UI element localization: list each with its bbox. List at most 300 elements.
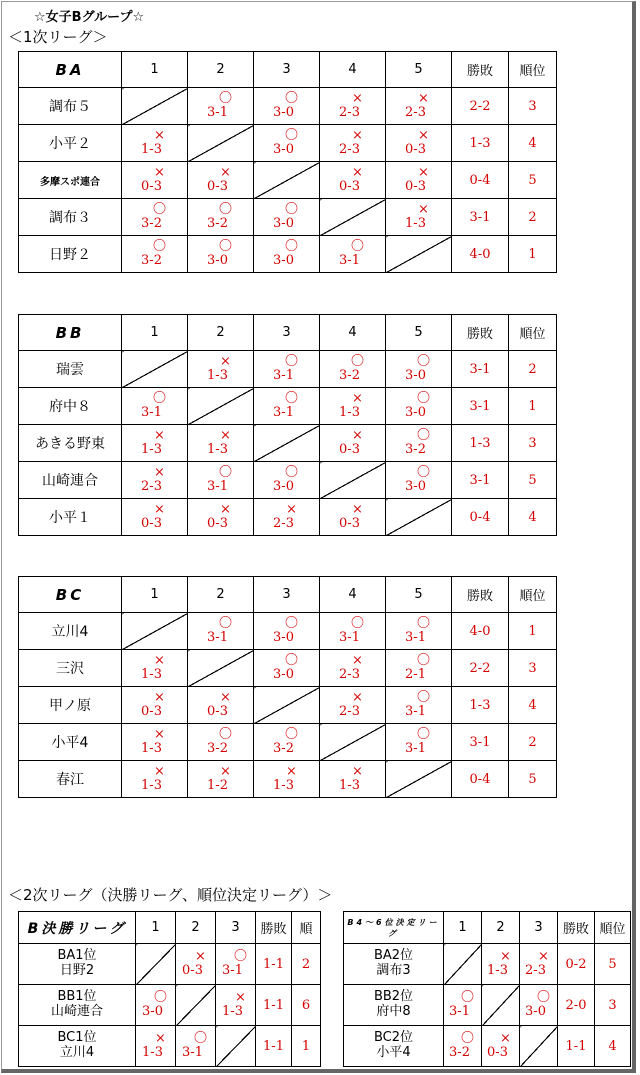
loss-mark: × bbox=[352, 428, 363, 444]
match-score: 0-3 bbox=[487, 1045, 508, 1060]
group-name: BB bbox=[19, 315, 122, 351]
match-result bbox=[386, 92, 451, 119]
team-name: 府中8 bbox=[376, 1004, 411, 1019]
match-result bbox=[320, 355, 385, 382]
team-cell bbox=[19, 944, 136, 985]
opponent-col-header: 3 bbox=[216, 912, 256, 944]
match-result-cell bbox=[188, 236, 254, 273]
match-result bbox=[320, 429, 385, 456]
opponent-col-header: 1 bbox=[122, 577, 188, 613]
loss-mark: × bbox=[418, 165, 429, 181]
win-mark: 〇 bbox=[460, 1031, 474, 1047]
match-result-cell bbox=[254, 351, 320, 388]
group-name: BC bbox=[19, 577, 122, 613]
team-cell bbox=[344, 985, 444, 1026]
match-score: 0-3 bbox=[339, 179, 360, 194]
match-result bbox=[386, 466, 451, 493]
loss-mark: × bbox=[195, 949, 206, 965]
team-seed: BC1位 bbox=[57, 1030, 97, 1046]
team-name: 日野2 bbox=[59, 963, 95, 978]
team-rank: 2 bbox=[509, 724, 557, 761]
win-loss-record: 1-1 bbox=[256, 1026, 292, 1067]
team-row bbox=[19, 985, 321, 1026]
match-result bbox=[320, 654, 385, 681]
team-rank: 1 bbox=[292, 1026, 321, 1067]
match-result bbox=[386, 203, 451, 230]
team-rank: 2 bbox=[509, 351, 557, 388]
win-mark: 〇 bbox=[152, 202, 166, 218]
self-match-cell bbox=[386, 761, 452, 798]
match-result-cell bbox=[482, 944, 520, 985]
win-loss-record: 2-2 bbox=[452, 88, 509, 125]
match-score: 3-0 bbox=[207, 253, 228, 268]
match-score: 3-0 bbox=[405, 405, 426, 420]
match-result bbox=[444, 1032, 481, 1059]
match-score: 3-2 bbox=[207, 741, 228, 756]
match-score: 2-3 bbox=[339, 142, 360, 157]
match-score: 3-1 bbox=[182, 1045, 203, 1060]
match-result-cell bbox=[122, 236, 188, 273]
match-score: 3-1 bbox=[449, 1004, 470, 1019]
team-name: 小平１ bbox=[19, 499, 122, 536]
match-result-cell bbox=[254, 613, 320, 650]
match-result bbox=[188, 240, 253, 267]
match-result bbox=[254, 617, 319, 644]
second-league-heading: ＜2次リーグ（決勝リーグ、順位決定リーグ）＞ bbox=[8, 886, 333, 904]
win-mark: 〇 bbox=[152, 239, 166, 255]
placement-league-table bbox=[343, 911, 631, 1067]
win-loss-record: 3-1 bbox=[452, 462, 509, 499]
team-row bbox=[19, 944, 321, 985]
match-result bbox=[254, 129, 319, 156]
loss-mark: × bbox=[154, 428, 165, 444]
self-match-cell bbox=[444, 944, 482, 985]
match-score: 1-3 bbox=[141, 778, 162, 793]
self-match-cell bbox=[254, 687, 320, 724]
match-score: 3-1 bbox=[339, 253, 360, 268]
team-cell bbox=[344, 1026, 444, 1067]
match-score: 1-2 bbox=[207, 778, 228, 793]
team-row bbox=[19, 761, 557, 798]
match-result-cell bbox=[122, 162, 188, 199]
match-result-cell bbox=[122, 724, 188, 761]
match-result bbox=[320, 129, 385, 156]
win-mark: 〇 bbox=[350, 616, 364, 632]
match-result-cell bbox=[320, 425, 386, 462]
loss-mark: × bbox=[154, 165, 165, 181]
team-row bbox=[19, 499, 557, 536]
match-score: 3-1 bbox=[273, 405, 294, 420]
win-loss-record: 1-3 bbox=[452, 125, 509, 162]
self-match-cell bbox=[520, 1026, 558, 1067]
win-loss-record: 1-1 bbox=[558, 1026, 595, 1067]
team-rank: 5 bbox=[509, 462, 557, 499]
match-result-cell bbox=[122, 499, 188, 536]
win-mark: 〇 bbox=[218, 239, 232, 255]
team-seed: BA2位 bbox=[373, 948, 414, 964]
match-score: 0-3 bbox=[182, 963, 203, 978]
match-score: 3-0 bbox=[273, 142, 294, 157]
self-match-cell bbox=[122, 351, 188, 388]
match-score: 3-1 bbox=[207, 105, 228, 120]
win-mark: 〇 bbox=[218, 727, 232, 743]
match-result bbox=[386, 355, 451, 382]
win-mark: 〇 bbox=[284, 616, 298, 632]
win-mark: 〇 bbox=[416, 690, 430, 706]
loss-mark: × bbox=[155, 1031, 166, 1047]
match-result bbox=[386, 728, 451, 755]
loss-mark: × bbox=[352, 128, 363, 144]
match-score: 3-0 bbox=[405, 368, 426, 383]
match-result-cell bbox=[122, 425, 188, 462]
match-result-cell bbox=[254, 650, 320, 687]
loss-mark: × bbox=[154, 502, 165, 518]
team-cell bbox=[19, 985, 136, 1026]
match-result bbox=[188, 691, 253, 718]
win-mark: 〇 bbox=[284, 391, 298, 407]
match-result bbox=[386, 129, 451, 156]
match-result-cell bbox=[188, 199, 254, 236]
win-mark: 〇 bbox=[233, 949, 247, 965]
match-score: 3-0 bbox=[273, 105, 294, 120]
match-score: 0-3 bbox=[141, 704, 162, 719]
match-score: 0-3 bbox=[405, 142, 426, 157]
match-score: 2-3 bbox=[339, 704, 360, 719]
self-match-cell bbox=[254, 162, 320, 199]
team-name: 小平4 bbox=[376, 1045, 411, 1060]
rank-header: 順位 bbox=[509, 52, 557, 88]
team-row bbox=[19, 199, 557, 236]
team-name: 立川4 bbox=[59, 1045, 95, 1060]
self-match-cell bbox=[136, 944, 176, 985]
group-name: B4～6位決定リーグ bbox=[344, 912, 444, 944]
self-match-cell bbox=[122, 88, 188, 125]
header-row bbox=[19, 912, 321, 944]
match-result bbox=[122, 765, 187, 792]
record-header: 勝敗 bbox=[256, 912, 292, 944]
win-mark: 〇 bbox=[284, 202, 298, 218]
team-rank: 4 bbox=[509, 499, 557, 536]
team-name: あきる野東 bbox=[19, 425, 122, 462]
match-result-cell bbox=[320, 125, 386, 162]
match-result-cell bbox=[386, 687, 452, 724]
match-result-cell bbox=[386, 425, 452, 462]
match-score: 0-3 bbox=[405, 179, 426, 194]
loss-mark: × bbox=[220, 428, 231, 444]
match-result-cell bbox=[188, 162, 254, 199]
match-result bbox=[176, 950, 215, 977]
loss-mark: × bbox=[352, 764, 363, 780]
team-rank: 6 bbox=[292, 985, 321, 1026]
win-loss-record: 0-4 bbox=[452, 499, 509, 536]
match-score: 3-1 bbox=[339, 630, 360, 645]
loss-mark: × bbox=[538, 949, 549, 965]
team-seed: BB1位 bbox=[57, 989, 97, 1005]
match-score: 3-2 bbox=[405, 442, 426, 457]
match-score: 3-1 bbox=[273, 368, 294, 383]
team-rank: 4 bbox=[595, 1026, 631, 1067]
win-mark: 〇 bbox=[284, 653, 298, 669]
final-league-table bbox=[18, 911, 321, 1067]
team-name: 調布3 bbox=[376, 963, 411, 978]
win-mark: 〇 bbox=[284, 239, 298, 255]
match-result-cell bbox=[188, 425, 254, 462]
group-name: B決勝リーグ bbox=[19, 912, 136, 944]
match-score: 0-3 bbox=[207, 516, 228, 531]
match-result-cell bbox=[216, 985, 256, 1026]
win-loss-record: 4-0 bbox=[452, 236, 509, 273]
team-rank: 5 bbox=[509, 761, 557, 798]
match-score: 3-0 bbox=[273, 630, 294, 645]
team-name: 甲ノ原 bbox=[19, 687, 122, 724]
match-score: 3-1 bbox=[405, 741, 426, 756]
match-score: 3-0 bbox=[525, 1004, 546, 1019]
match-score: 3-1 bbox=[222, 963, 243, 978]
match-score: 3-2 bbox=[339, 368, 360, 383]
win-mark: 〇 bbox=[416, 727, 430, 743]
match-result bbox=[254, 466, 319, 493]
match-result-cell bbox=[482, 1026, 520, 1067]
match-result bbox=[386, 166, 451, 193]
match-score: 1-3 bbox=[487, 963, 508, 978]
loss-mark: × bbox=[154, 465, 165, 481]
win-mark: 〇 bbox=[416, 616, 430, 632]
opponent-col-header: 4 bbox=[320, 52, 386, 88]
opponent-col-header: 3 bbox=[254, 52, 320, 88]
team-row bbox=[344, 1026, 631, 1067]
match-result-cell bbox=[254, 88, 320, 125]
match-result-cell bbox=[386, 650, 452, 687]
team-cell bbox=[19, 1026, 136, 1067]
loss-mark: × bbox=[286, 502, 297, 518]
team-name: 山崎連合 bbox=[50, 1004, 103, 1019]
match-result-cell bbox=[254, 724, 320, 761]
group-bc-table bbox=[18, 576, 557, 798]
team-row bbox=[344, 985, 631, 1026]
loss-mark: × bbox=[352, 165, 363, 181]
match-score: 3-1 bbox=[141, 405, 162, 420]
loss-mark: × bbox=[154, 764, 165, 780]
match-result bbox=[188, 355, 253, 382]
match-score: 1-3 bbox=[405, 216, 426, 231]
team-name: 府中８ bbox=[19, 388, 122, 425]
match-score: 2-3 bbox=[525, 963, 546, 978]
match-score: 1-3 bbox=[207, 442, 228, 457]
self-match-cell bbox=[320, 724, 386, 761]
match-result bbox=[122, 129, 187, 156]
match-result-cell bbox=[122, 388, 188, 425]
team-rank: 1 bbox=[509, 236, 557, 273]
opponent-col-header: 2 bbox=[188, 577, 254, 613]
team-name: 三沢 bbox=[19, 650, 122, 687]
win-mark: 〇 bbox=[416, 428, 430, 444]
match-result-cell bbox=[122, 650, 188, 687]
win-mark: 〇 bbox=[284, 465, 298, 481]
match-result bbox=[254, 654, 319, 681]
match-score: 3-1 bbox=[405, 704, 426, 719]
match-result bbox=[122, 203, 187, 230]
self-match-cell bbox=[254, 425, 320, 462]
win-mark: 〇 bbox=[153, 990, 167, 1006]
team-name: 山崎連合 bbox=[19, 462, 122, 499]
team-rank: 5 bbox=[595, 944, 631, 985]
opponent-col-header: 1 bbox=[136, 912, 176, 944]
match-score: 3-1 bbox=[207, 479, 228, 494]
match-result bbox=[254, 240, 319, 267]
win-mark: 〇 bbox=[284, 727, 298, 743]
team-rank: 4 bbox=[509, 687, 557, 724]
match-result-cell bbox=[254, 462, 320, 499]
loss-mark: × bbox=[500, 949, 511, 965]
win-loss-record: 3-1 bbox=[452, 351, 509, 388]
opponent-col-header: 4 bbox=[320, 315, 386, 351]
match-result-cell bbox=[254, 499, 320, 536]
match-result bbox=[122, 728, 187, 755]
win-loss-record: 0-2 bbox=[558, 944, 595, 985]
win-loss-record: 3-1 bbox=[452, 724, 509, 761]
rank-header: 順位 bbox=[509, 577, 557, 613]
self-match-cell bbox=[216, 1026, 256, 1067]
match-result bbox=[254, 728, 319, 755]
self-match-cell bbox=[386, 499, 452, 536]
opponent-col-header: 3 bbox=[520, 912, 558, 944]
page-title: ☆女子Bグループ☆ bbox=[34, 10, 145, 25]
team-row bbox=[19, 724, 557, 761]
team-rank: 5 bbox=[509, 162, 557, 199]
match-result bbox=[122, 654, 187, 681]
match-result-cell bbox=[386, 462, 452, 499]
match-result-cell bbox=[122, 199, 188, 236]
win-loss-record: 1-3 bbox=[452, 425, 509, 462]
match-score: 3-2 bbox=[449, 1045, 470, 1060]
team-rank: 3 bbox=[509, 88, 557, 125]
first-league-heading: ＜1次リーグ＞ bbox=[8, 28, 108, 46]
win-loss-record: 2-0 bbox=[558, 985, 595, 1026]
match-result-cell bbox=[136, 985, 176, 1026]
opponent-col-header: 2 bbox=[188, 52, 254, 88]
match-result bbox=[188, 203, 253, 230]
match-result bbox=[386, 617, 451, 644]
group-ba-table bbox=[18, 51, 557, 273]
win-mark: 〇 bbox=[284, 128, 298, 144]
match-score: 3-2 bbox=[207, 216, 228, 231]
opponent-col-header: 3 bbox=[254, 315, 320, 351]
match-result-cell bbox=[320, 88, 386, 125]
team-rank: 4 bbox=[509, 125, 557, 162]
loss-mark: × bbox=[154, 690, 165, 706]
loss-mark: × bbox=[418, 128, 429, 144]
match-result-cell bbox=[386, 199, 452, 236]
match-result bbox=[254, 765, 319, 792]
win-mark: 〇 bbox=[152, 391, 166, 407]
match-result-cell bbox=[444, 1026, 482, 1067]
match-result-cell bbox=[520, 944, 558, 985]
team-row bbox=[19, 388, 557, 425]
opponent-col-header: 4 bbox=[320, 577, 386, 613]
loss-mark: × bbox=[154, 128, 165, 144]
match-result bbox=[320, 503, 385, 530]
win-loss-record: 0-4 bbox=[452, 761, 509, 798]
rank-header: 順位 bbox=[595, 912, 631, 944]
match-score: 1-3 bbox=[141, 667, 162, 682]
match-result bbox=[136, 1032, 175, 1059]
match-result-cell bbox=[122, 761, 188, 798]
team-row bbox=[19, 162, 557, 199]
match-result-cell bbox=[320, 351, 386, 388]
match-result-cell bbox=[320, 761, 386, 798]
match-score: 2-3 bbox=[273, 516, 294, 531]
self-match-cell bbox=[188, 650, 254, 687]
match-result bbox=[482, 1032, 519, 1059]
match-result-cell bbox=[386, 388, 452, 425]
match-result-cell bbox=[176, 1026, 216, 1067]
match-result-cell bbox=[188, 761, 254, 798]
match-score: 3-2 bbox=[273, 741, 294, 756]
match-score: 0-3 bbox=[141, 179, 162, 194]
match-result bbox=[188, 503, 253, 530]
match-result bbox=[122, 166, 187, 193]
win-mark: 〇 bbox=[416, 653, 430, 669]
header-row bbox=[19, 577, 557, 613]
team-rank: 2 bbox=[292, 944, 321, 985]
opponent-col-header: 1 bbox=[122, 52, 188, 88]
team-name: 日野２ bbox=[19, 236, 122, 273]
match-result-cell bbox=[188, 499, 254, 536]
match-result-cell bbox=[320, 687, 386, 724]
team-rank: 3 bbox=[595, 985, 631, 1026]
match-score: 1-3 bbox=[141, 142, 162, 157]
match-result bbox=[176, 1032, 215, 1059]
win-mark: 〇 bbox=[218, 465, 232, 481]
match-result bbox=[386, 392, 451, 419]
match-result-cell bbox=[386, 613, 452, 650]
match-result-cell bbox=[320, 162, 386, 199]
match-result bbox=[320, 92, 385, 119]
match-score: 2-3 bbox=[141, 479, 162, 494]
match-score: 2-3 bbox=[405, 105, 426, 120]
match-score: 1-3 bbox=[273, 778, 294, 793]
match-result-cell bbox=[188, 724, 254, 761]
team-name: 春江 bbox=[19, 761, 122, 798]
team-row bbox=[19, 425, 557, 462]
match-result bbox=[122, 240, 187, 267]
match-score: 0-3 bbox=[141, 516, 162, 531]
match-score: 1-3 bbox=[339, 778, 360, 793]
match-result bbox=[254, 355, 319, 382]
match-score: 2-3 bbox=[339, 105, 360, 120]
win-loss-record: 1-3 bbox=[452, 687, 509, 724]
team-row bbox=[19, 351, 557, 388]
match-result bbox=[216, 950, 255, 977]
loss-mark: × bbox=[220, 690, 231, 706]
self-match-cell bbox=[122, 613, 188, 650]
win-loss-record: 3-1 bbox=[452, 199, 509, 236]
match-result-cell bbox=[444, 985, 482, 1026]
team-rank: 1 bbox=[509, 388, 557, 425]
record-header: 勝敗 bbox=[452, 315, 509, 351]
match-result bbox=[320, 765, 385, 792]
match-result bbox=[320, 617, 385, 644]
self-match-cell bbox=[188, 125, 254, 162]
self-match-cell bbox=[188, 388, 254, 425]
match-result bbox=[320, 166, 385, 193]
loss-mark: × bbox=[220, 165, 231, 181]
self-match-cell bbox=[320, 462, 386, 499]
team-seed: BC2位 bbox=[373, 1030, 414, 1046]
opponent-col-header: 1 bbox=[122, 315, 188, 351]
match-result bbox=[188, 617, 253, 644]
team-row bbox=[19, 88, 557, 125]
